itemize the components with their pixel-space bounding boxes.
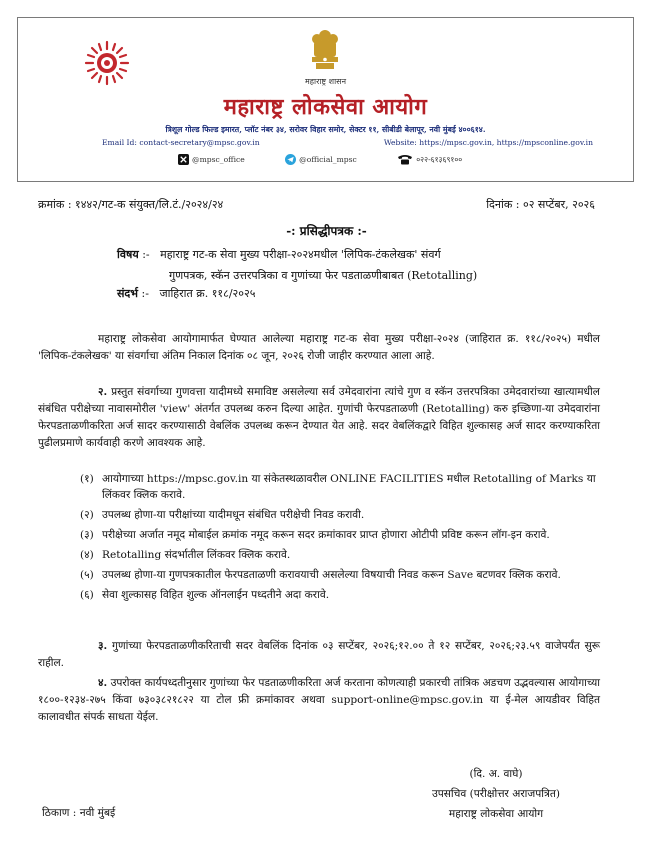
paragraph-4-text: उपरोक्त कार्यपध्दतीनुसार गुणांच्या फेर पडताळणीकरिता अर्ज करताना कोणत्याही प्रकारची तांत्रिक अडचण उद्भवल्यास आयोगाच्या १८००-१२३४-२७५ किंवा ७३०३८२१८२२ या टोल फ्री क्रमांकावर अथवा support-online@mpsc.gov.in या ई-मेल आयडीवर विहित कालावधीत संपर्क साधता येईल.: [38, 677, 600, 723]
email-link[interactable]: Email Id: contact-secretary@mpsc.gov.in: [102, 138, 260, 147]
social-row: [178, 154, 500, 168]
subject-line-2: गुणपत्रक, स्कॅन उत्तरपत्रिका व गुणांच्या फेर पडताळणीबाबत (Retotalling): [169, 269, 478, 282]
office-address: त्रिशूल गोल्ड फिल्ड इमारत, प्लॉट नंबर ३४, सरोवर विहार समोर, सेक्टर ११, सीबीडी बेलापूर, नवी मुंबई ४००६१४.: [165, 125, 486, 134]
x-handle: @mpsc_office: [192, 155, 245, 164]
reference-text: जाहिरात क्र. ११८/२०२५: [159, 287, 256, 300]
national-emblem-icon: [308, 27, 342, 77]
paragraph-1: [38, 331, 600, 365]
step-item: [80, 508, 604, 524]
step-item: [80, 528, 604, 544]
reference-block: संदर्भ :- जाहिरात क्र. ११८/२०२५: [117, 287, 256, 300]
x-logo-icon: [178, 154, 189, 165]
step-number: (३): [80, 528, 94, 541]
telegram-handle: @official_mpsc: [299, 155, 357, 164]
signature-block: [410, 764, 582, 824]
document-date: दिनांक : ०२ सप्टेंबर, २०२६: [486, 198, 595, 211]
document-heading: -: प्रसिद्धीपत्रक :-: [286, 224, 367, 238]
reference-line: [38, 197, 595, 211]
place-of-issue: ठिकाण : नवी मुंबई: [42, 807, 116, 819]
procedure-steps: [80, 472, 604, 608]
step-text: आयोगाच्या https://mpsc.gov.in या संकेतस्थळावरील ONLINE FACILITIES मधील Retotalling of Marks या लिंकवर क्लिक करावे.: [102, 473, 596, 501]
contact-row: [102, 138, 593, 149]
step-text: सेवा शुल्कासह विहित शुल्क ऑनलाईन पध्दतीने अदा करावे.: [102, 588, 330, 601]
paragraph-2: [38, 384, 600, 452]
step-text: उपलब्ध होणा-या परीक्षांच्या यादीमधून संबंधित परीक्षेची निवड करावी.: [102, 508, 365, 521]
step-number: (५): [80, 568, 94, 581]
paragraph-4: [38, 675, 600, 726]
reference-number: क्रमांक : १४४२/गट-क संयुक्त/लि.टं./२०२४/२४: [38, 198, 224, 211]
subject-label: विषय: [117, 248, 139, 261]
step-number: (४): [80, 548, 94, 561]
step-text: Retotalling संदर्भातील लिंकवर क्लिक करावे.: [102, 548, 291, 561]
signatory-office: महाराष्ट्र लोकसेवा आयोग: [448, 808, 544, 820]
step-number: (१): [80, 473, 94, 485]
paragraph-2-text: प्रस्तुत संवर्गाच्या गुणवत्ता यादीमध्ये समाविष्ट असलेल्या सर्व उमेदवारांना त्यांचे गुण व स्कॅन उत्तरपत्रिका उमेदवारांच्या खात्यामधील संबंधित परीक्षेच्या नावासमोरील 'view' अंतर्गत उपलब्ध करुन दिल्या आहेत. गुणांची फेरपडताळणी (Retotalling) करु इच्छिणा-या उमेदवारांना फेरपडताळणीकरिता अर्ज सादर करण्यासाठी वेबलिंक उपलब्ध करून देण्यात येत आहे. सदर वेबलिंकद्वारे विहित शुल्कासह अर्ज सादर करण्याकरिता पुढीलप्रमाणे कार्यवाही करणे आवश्यक आहे.: [38, 386, 600, 449]
commission-title: महाराष्ट्र लोकसेवा आयोग: [223, 94, 428, 120]
paragraph-3-number: ३.: [98, 640, 108, 652]
signatory-designation: उपसचिव (परीक्षोत्तर अराजपत्रित): [431, 788, 561, 800]
paragraph-3: [38, 638, 600, 672]
subject-line-1: महाराष्ट्र गट-क सेवा मुख्य परीक्षा-२०२४मधील 'लिपिक-टंकलेखक' संवर्ग: [160, 248, 441, 261]
letterhead: [17, 17, 634, 182]
step-item: [80, 472, 604, 503]
step-text: परीक्षेच्या अर्जात नमूद मोबाईल क्रमांक नमूद करून सदर क्रमांकावर प्राप्त होणारा ओटीपी प्रविष्ट करून लॉग-इन करावे.: [102, 528, 550, 541]
telegram-account[interactable]: [285, 154, 357, 165]
paragraph-4-number: ४.: [98, 677, 108, 689]
subject-block: विषय :- महाराष्ट्र गट-क सेवा मुख्य परीक्षा-२०२४मधील 'लिपिक-टंकलेखक' संवर्ग गुणपत्रक, स्कॅन उत्तरपत्रिका व गुणांच्या फेर पडताळणीबाबत (Retotalling): [117, 244, 587, 286]
x-account[interactable]: [178, 154, 245, 165]
reference-label: संदर्भ: [117, 287, 139, 300]
phone-number: [397, 154, 462, 165]
step-item: [80, 588, 604, 604]
phone-text: ०२२-६१३६९१००: [416, 154, 463, 164]
website-link[interactable]: Website: https://mpsc.gov.in, https://mpsconline.gov.in: [383, 138, 593, 147]
step-item: [80, 568, 604, 584]
government-label: महाराष्ट्र शासन: [304, 77, 347, 86]
signatory-name: (दि. अ. वाघे): [469, 768, 523, 780]
telephone-icon: [397, 154, 413, 165]
paragraph-3-text: गुणांच्या फेरपडताळणीकरिताची सदर वेबलिंक दिनांक ०३ सप्टेंबर, २०२६;१२.०० ते १२ सप्टेंबर, २०२६;२३.५९ वाजेपर्यंत सुरू राहील.: [38, 640, 600, 669]
step-number: (२): [80, 508, 94, 521]
step-text: उपलब्ध होणा-या गुणपत्रकातील फेरपडताळणी करावयाची असलेल्या विषयाची निवड करून Save बटणवर क्लिक करावे.: [102, 568, 561, 581]
paragraph-1-text: महाराष्ट्र लोकसेवा आयोगामार्फत घेण्यात आलेल्या महाराष्ट्र गट-क सेवा मुख्य परीक्षा-२०२४ (जाहिरात क्र. ११८/२०२५) मधील 'लिपिक-टंकलेखक' या संवर्गाचा अंतिम निकाल दिनांक ०८ जून, २०२६ रोजी जाहीर करण्यात आला आहे.: [38, 333, 600, 362]
telegram-icon: [285, 154, 296, 165]
step-number: (६): [80, 588, 94, 601]
step-item: [80, 548, 604, 564]
paragraph-2-number: २.: [98, 386, 108, 398]
